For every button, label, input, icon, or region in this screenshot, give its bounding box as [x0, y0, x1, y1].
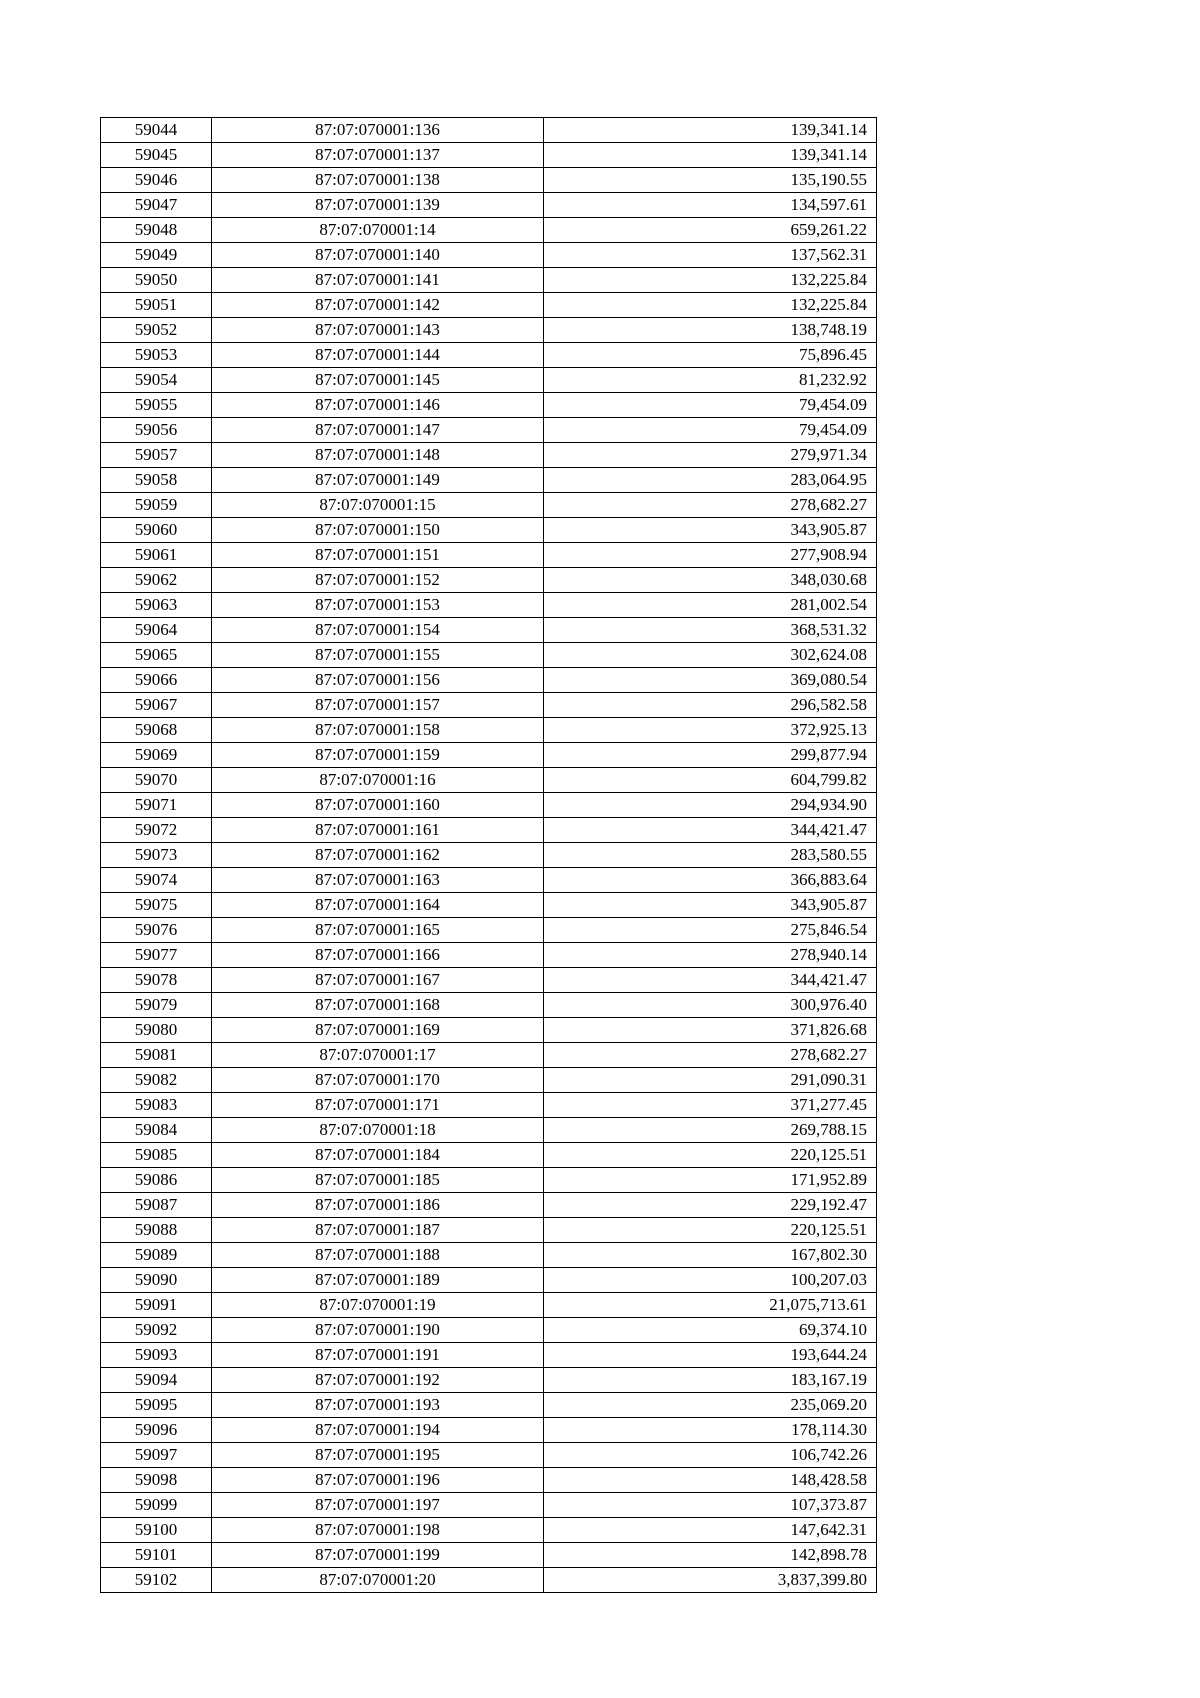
row-number-cell: 59097 [101, 1443, 212, 1468]
table-row [101, 1493, 877, 1518]
row-number-cell: 59101 [101, 1543, 212, 1568]
row-number-cell: 59076 [101, 918, 212, 943]
value-cell: 100,207.03 [544, 1268, 877, 1293]
row-number-cell: 59067 [101, 693, 212, 718]
value-cell: 343,905.87 [544, 893, 877, 918]
row-number-cell: 59081 [101, 1043, 212, 1068]
row-number-cell: 59059 [101, 493, 212, 518]
value-cell: 278,682.27 [544, 1043, 877, 1068]
cadastral-number-cell: 87:07:070001:136 [212, 118, 544, 143]
row-number-cell: 59063 [101, 593, 212, 618]
table-row [101, 568, 877, 593]
row-number-cell: 59086 [101, 1168, 212, 1193]
cadastral-number-cell: 87:07:070001:185 [212, 1168, 544, 1193]
row-number-cell: 59082 [101, 1068, 212, 1093]
row-number-cell: 59088 [101, 1218, 212, 1243]
value-cell: 229,192.47 [544, 1193, 877, 1218]
value-cell: 220,125.51 [544, 1218, 877, 1243]
table-row [101, 1368, 877, 1393]
value-cell: 277,908.94 [544, 543, 877, 568]
table-row [101, 1543, 877, 1568]
cadastral-number-cell: 87:07:070001:168 [212, 993, 544, 1018]
cadastral-number-cell: 87:07:070001:15 [212, 493, 544, 518]
value-cell: 604,799.82 [544, 768, 877, 793]
table-row [101, 668, 877, 693]
cadastral-number-cell: 87:07:070001:16 [212, 768, 544, 793]
row-number-cell: 59074 [101, 868, 212, 893]
cadastral-number-cell: 87:07:070001:140 [212, 243, 544, 268]
value-cell: 81,232.92 [544, 368, 877, 393]
cadastral-number-cell: 87:07:070001:143 [212, 318, 544, 343]
value-cell: 106,742.26 [544, 1443, 877, 1468]
cadastral-number-cell: 87:07:070001:19 [212, 1293, 544, 1318]
row-number-cell: 59046 [101, 168, 212, 193]
table-row [101, 893, 877, 918]
table-row [101, 1443, 877, 1468]
row-number-cell: 59056 [101, 418, 212, 443]
cadastral-number-cell: 87:07:070001:146 [212, 393, 544, 418]
cadastral-number-cell: 87:07:070001:167 [212, 968, 544, 993]
table-row [101, 618, 877, 643]
value-cell: 132,225.84 [544, 268, 877, 293]
value-cell: 366,883.64 [544, 868, 877, 893]
cadastral-number-cell: 87:07:070001:195 [212, 1443, 544, 1468]
row-number-cell: 59100 [101, 1518, 212, 1543]
cadastral-number-cell: 87:07:070001:169 [212, 1018, 544, 1043]
cadastral-number-cell: 87:07:070001:187 [212, 1218, 544, 1243]
table-row [101, 418, 877, 443]
table-row [101, 393, 877, 418]
cadastral-number-cell: 87:07:070001:159 [212, 743, 544, 768]
cadastral-number-cell: 87:07:070001:189 [212, 1268, 544, 1293]
row-number-cell: 59075 [101, 893, 212, 918]
cadastral-number-cell: 87:07:070001:193 [212, 1393, 544, 1418]
table-row [101, 968, 877, 993]
cadastral-number-cell: 87:07:070001:144 [212, 343, 544, 368]
table-row [101, 343, 877, 368]
row-number-cell: 59079 [101, 993, 212, 1018]
table-row [101, 1093, 877, 1118]
value-cell: 348,030.68 [544, 568, 877, 593]
row-number-cell: 59055 [101, 393, 212, 418]
cadastral-number-cell: 87:07:070001:191 [212, 1343, 544, 1368]
value-cell: 139,341.14 [544, 118, 877, 143]
value-cell: 138,748.19 [544, 318, 877, 343]
value-cell: 269,788.15 [544, 1118, 877, 1143]
value-cell: 369,080.54 [544, 668, 877, 693]
value-cell: 294,934.90 [544, 793, 877, 818]
row-number-cell: 59062 [101, 568, 212, 593]
table-row [101, 718, 877, 743]
row-number-cell: 59098 [101, 1468, 212, 1493]
value-cell: 296,582.58 [544, 693, 877, 718]
value-cell: 300,976.40 [544, 993, 877, 1018]
cadastral-number-cell: 87:07:070001:165 [212, 918, 544, 943]
row-number-cell: 59087 [101, 1193, 212, 1218]
table-row [101, 118, 877, 143]
table-row [101, 693, 877, 718]
row-number-cell: 59060 [101, 518, 212, 543]
cadastral-number-cell: 87:07:070001:18 [212, 1118, 544, 1143]
value-cell: 344,421.47 [544, 818, 877, 843]
table-row [101, 1143, 877, 1168]
row-number-cell: 59073 [101, 843, 212, 868]
row-number-cell: 59044 [101, 118, 212, 143]
row-number-cell: 59095 [101, 1393, 212, 1418]
value-cell: 107,373.87 [544, 1493, 877, 1518]
value-cell: 371,826.68 [544, 1018, 877, 1043]
value-cell: 220,125.51 [544, 1143, 877, 1168]
row-number-cell: 59045 [101, 143, 212, 168]
cadastral-number-cell: 87:07:070001:164 [212, 893, 544, 918]
cadastral-number-cell: 87:07:070001:196 [212, 1468, 544, 1493]
table-row [101, 1243, 877, 1268]
row-number-cell: 59052 [101, 318, 212, 343]
cadastral-number-cell: 87:07:070001:171 [212, 1093, 544, 1118]
value-cell: 3,837,399.80 [544, 1568, 877, 1593]
cadastral-number-cell: 87:07:070001:199 [212, 1543, 544, 1568]
cadastral-number-cell: 87:07:070001:149 [212, 468, 544, 493]
table-row [101, 368, 877, 393]
table-row [101, 793, 877, 818]
table-row [101, 843, 877, 868]
cadastral-number-cell: 87:07:070001:188 [212, 1243, 544, 1268]
value-cell: 278,940.14 [544, 943, 877, 968]
value-cell: 193,644.24 [544, 1343, 877, 1368]
cadastral-number-cell: 87:07:070001:141 [212, 268, 544, 293]
cadastral-number-cell: 87:07:070001:198 [212, 1518, 544, 1543]
table-row [101, 1218, 877, 1243]
value-cell: 147,642.31 [544, 1518, 877, 1543]
table-row [101, 593, 877, 618]
row-number-cell: 59078 [101, 968, 212, 993]
cadastral-number-cell: 87:07:070001:184 [212, 1143, 544, 1168]
value-cell: 134,597.61 [544, 193, 877, 218]
value-cell: 281,002.54 [544, 593, 877, 618]
cadastral-number-cell: 87:07:070001:186 [212, 1193, 544, 1218]
row-number-cell: 59068 [101, 718, 212, 743]
cadastral-number-cell: 87:07:070001:151 [212, 543, 544, 568]
row-number-cell: 59047 [101, 193, 212, 218]
table-row [101, 1318, 877, 1343]
cadastral-number-cell: 87:07:070001:158 [212, 718, 544, 743]
table-row [101, 218, 877, 243]
value-cell: 132,225.84 [544, 293, 877, 318]
table-row [101, 943, 877, 968]
table-row [101, 768, 877, 793]
table-row [101, 743, 877, 768]
cadastral-number-cell: 87:07:070001:153 [212, 593, 544, 618]
value-cell: 283,064.95 [544, 468, 877, 493]
row-number-cell: 59049 [101, 243, 212, 268]
table-row [101, 143, 877, 168]
row-number-cell: 59072 [101, 818, 212, 843]
value-cell: 167,802.30 [544, 1243, 877, 1268]
row-number-cell: 59051 [101, 293, 212, 318]
row-number-cell: 59094 [101, 1368, 212, 1393]
data-table [100, 117, 877, 1593]
value-cell: 343,905.87 [544, 518, 877, 543]
cadastral-number-cell: 87:07:070001:170 [212, 1068, 544, 1093]
row-number-cell: 59093 [101, 1343, 212, 1368]
value-cell: 371,277.45 [544, 1093, 877, 1118]
value-cell: 69,374.10 [544, 1318, 877, 1343]
table-row [101, 643, 877, 668]
table-row [101, 1118, 877, 1143]
value-cell: 659,261.22 [544, 218, 877, 243]
table-row [101, 993, 877, 1018]
cadastral-number-cell: 87:07:070001:190 [212, 1318, 544, 1343]
cadastral-number-cell: 87:07:070001:194 [212, 1418, 544, 1443]
row-number-cell: 59048 [101, 218, 212, 243]
table-row [101, 1068, 877, 1093]
row-number-cell: 59064 [101, 618, 212, 643]
value-cell: 79,454.09 [544, 418, 877, 443]
table-row [101, 518, 877, 543]
table-row [101, 1043, 877, 1068]
cadastral-number-cell: 87:07:070001:163 [212, 868, 544, 893]
table-row [101, 1168, 877, 1193]
value-cell: 372,925.13 [544, 718, 877, 743]
table-row [101, 818, 877, 843]
table-row [101, 1518, 877, 1543]
cadastral-number-cell: 87:07:070001:192 [212, 1368, 544, 1393]
row-number-cell: 59102 [101, 1568, 212, 1593]
cadastral-number-cell: 87:07:070001:157 [212, 693, 544, 718]
row-number-cell: 59054 [101, 368, 212, 393]
value-cell: 75,896.45 [544, 343, 877, 368]
row-number-cell: 59070 [101, 768, 212, 793]
value-cell: 148,428.58 [544, 1468, 877, 1493]
row-number-cell: 59080 [101, 1018, 212, 1043]
table-body [101, 118, 877, 1593]
value-cell: 302,624.08 [544, 643, 877, 668]
value-cell: 344,421.47 [544, 968, 877, 993]
row-number-cell: 59053 [101, 343, 212, 368]
row-number-cell: 59069 [101, 743, 212, 768]
table-row [101, 868, 877, 893]
cadastral-number-cell: 87:07:070001:162 [212, 843, 544, 868]
table-row [101, 1418, 877, 1443]
table-row [101, 1018, 877, 1043]
table-row [101, 493, 877, 518]
row-number-cell: 59077 [101, 943, 212, 968]
cadastral-number-cell: 87:07:070001:148 [212, 443, 544, 468]
table-row [101, 318, 877, 343]
value-cell: 178,114.30 [544, 1418, 877, 1443]
cadastral-number-cell: 87:07:070001:139 [212, 193, 544, 218]
value-cell: 142,898.78 [544, 1543, 877, 1568]
table-row [101, 543, 877, 568]
row-number-cell: 59065 [101, 643, 212, 668]
row-number-cell: 59058 [101, 468, 212, 493]
table-row [101, 468, 877, 493]
table-row [101, 1268, 877, 1293]
cadastral-number-cell: 87:07:070001:160 [212, 793, 544, 818]
table-row [101, 243, 877, 268]
row-number-cell: 59066 [101, 668, 212, 693]
cadastral-number-cell: 87:07:070001:152 [212, 568, 544, 593]
cadastral-number-cell: 87:07:070001:20 [212, 1568, 544, 1593]
table-row [101, 1568, 877, 1593]
value-cell: 137,562.31 [544, 243, 877, 268]
value-cell: 278,682.27 [544, 493, 877, 518]
value-cell: 279,971.34 [544, 443, 877, 468]
row-number-cell: 59090 [101, 1268, 212, 1293]
cadastral-number-cell: 87:07:070001:17 [212, 1043, 544, 1068]
table-row [101, 1343, 877, 1368]
value-cell: 135,190.55 [544, 168, 877, 193]
table-row [101, 918, 877, 943]
value-cell: 283,580.55 [544, 843, 877, 868]
row-number-cell: 59096 [101, 1418, 212, 1443]
row-number-cell: 59099 [101, 1493, 212, 1518]
row-number-cell: 59091 [101, 1293, 212, 1318]
value-cell: 291,090.31 [544, 1068, 877, 1093]
table-row [101, 193, 877, 218]
value-cell: 139,341.14 [544, 143, 877, 168]
cadastral-number-cell: 87:07:070001:142 [212, 293, 544, 318]
row-number-cell: 59085 [101, 1143, 212, 1168]
row-number-cell: 59071 [101, 793, 212, 818]
cadastral-number-cell: 87:07:070001:154 [212, 618, 544, 643]
value-cell: 275,846.54 [544, 918, 877, 943]
row-number-cell: 59092 [101, 1318, 212, 1343]
value-cell: 21,075,713.61 [544, 1293, 877, 1318]
row-number-cell: 59050 [101, 268, 212, 293]
value-cell: 235,069.20 [544, 1393, 877, 1418]
row-number-cell: 59089 [101, 1243, 212, 1268]
cadastral-number-cell: 87:07:070001:145 [212, 368, 544, 393]
cadastral-number-cell: 87:07:070001:155 [212, 643, 544, 668]
cadastral-number-cell: 87:07:070001:166 [212, 943, 544, 968]
table-row [101, 168, 877, 193]
table-row [101, 1293, 877, 1318]
row-number-cell: 59061 [101, 543, 212, 568]
row-number-cell: 59084 [101, 1118, 212, 1143]
table-row [101, 268, 877, 293]
cadastral-number-cell: 87:07:070001:14 [212, 218, 544, 243]
value-cell: 183,167.19 [544, 1368, 877, 1393]
table-row [101, 1393, 877, 1418]
table-row [101, 293, 877, 318]
cadastral-number-cell: 87:07:070001:197 [212, 1493, 544, 1518]
row-number-cell: 59083 [101, 1093, 212, 1118]
table-row [101, 1193, 877, 1218]
row-number-cell: 59057 [101, 443, 212, 468]
value-cell: 299,877.94 [544, 743, 877, 768]
value-cell: 171,952.89 [544, 1168, 877, 1193]
table-row [101, 1468, 877, 1493]
table-row [101, 443, 877, 468]
value-cell: 368,531.32 [544, 618, 877, 643]
value-cell: 79,454.09 [544, 393, 877, 418]
cadastral-number-cell: 87:07:070001:137 [212, 143, 544, 168]
cadastral-number-cell: 87:07:070001:138 [212, 168, 544, 193]
cadastral-number-cell: 87:07:070001:161 [212, 818, 544, 843]
cadastral-number-cell: 87:07:070001:156 [212, 668, 544, 693]
cadastral-number-cell: 87:07:070001:150 [212, 518, 544, 543]
cadastral-number-cell: 87:07:070001:147 [212, 418, 544, 443]
